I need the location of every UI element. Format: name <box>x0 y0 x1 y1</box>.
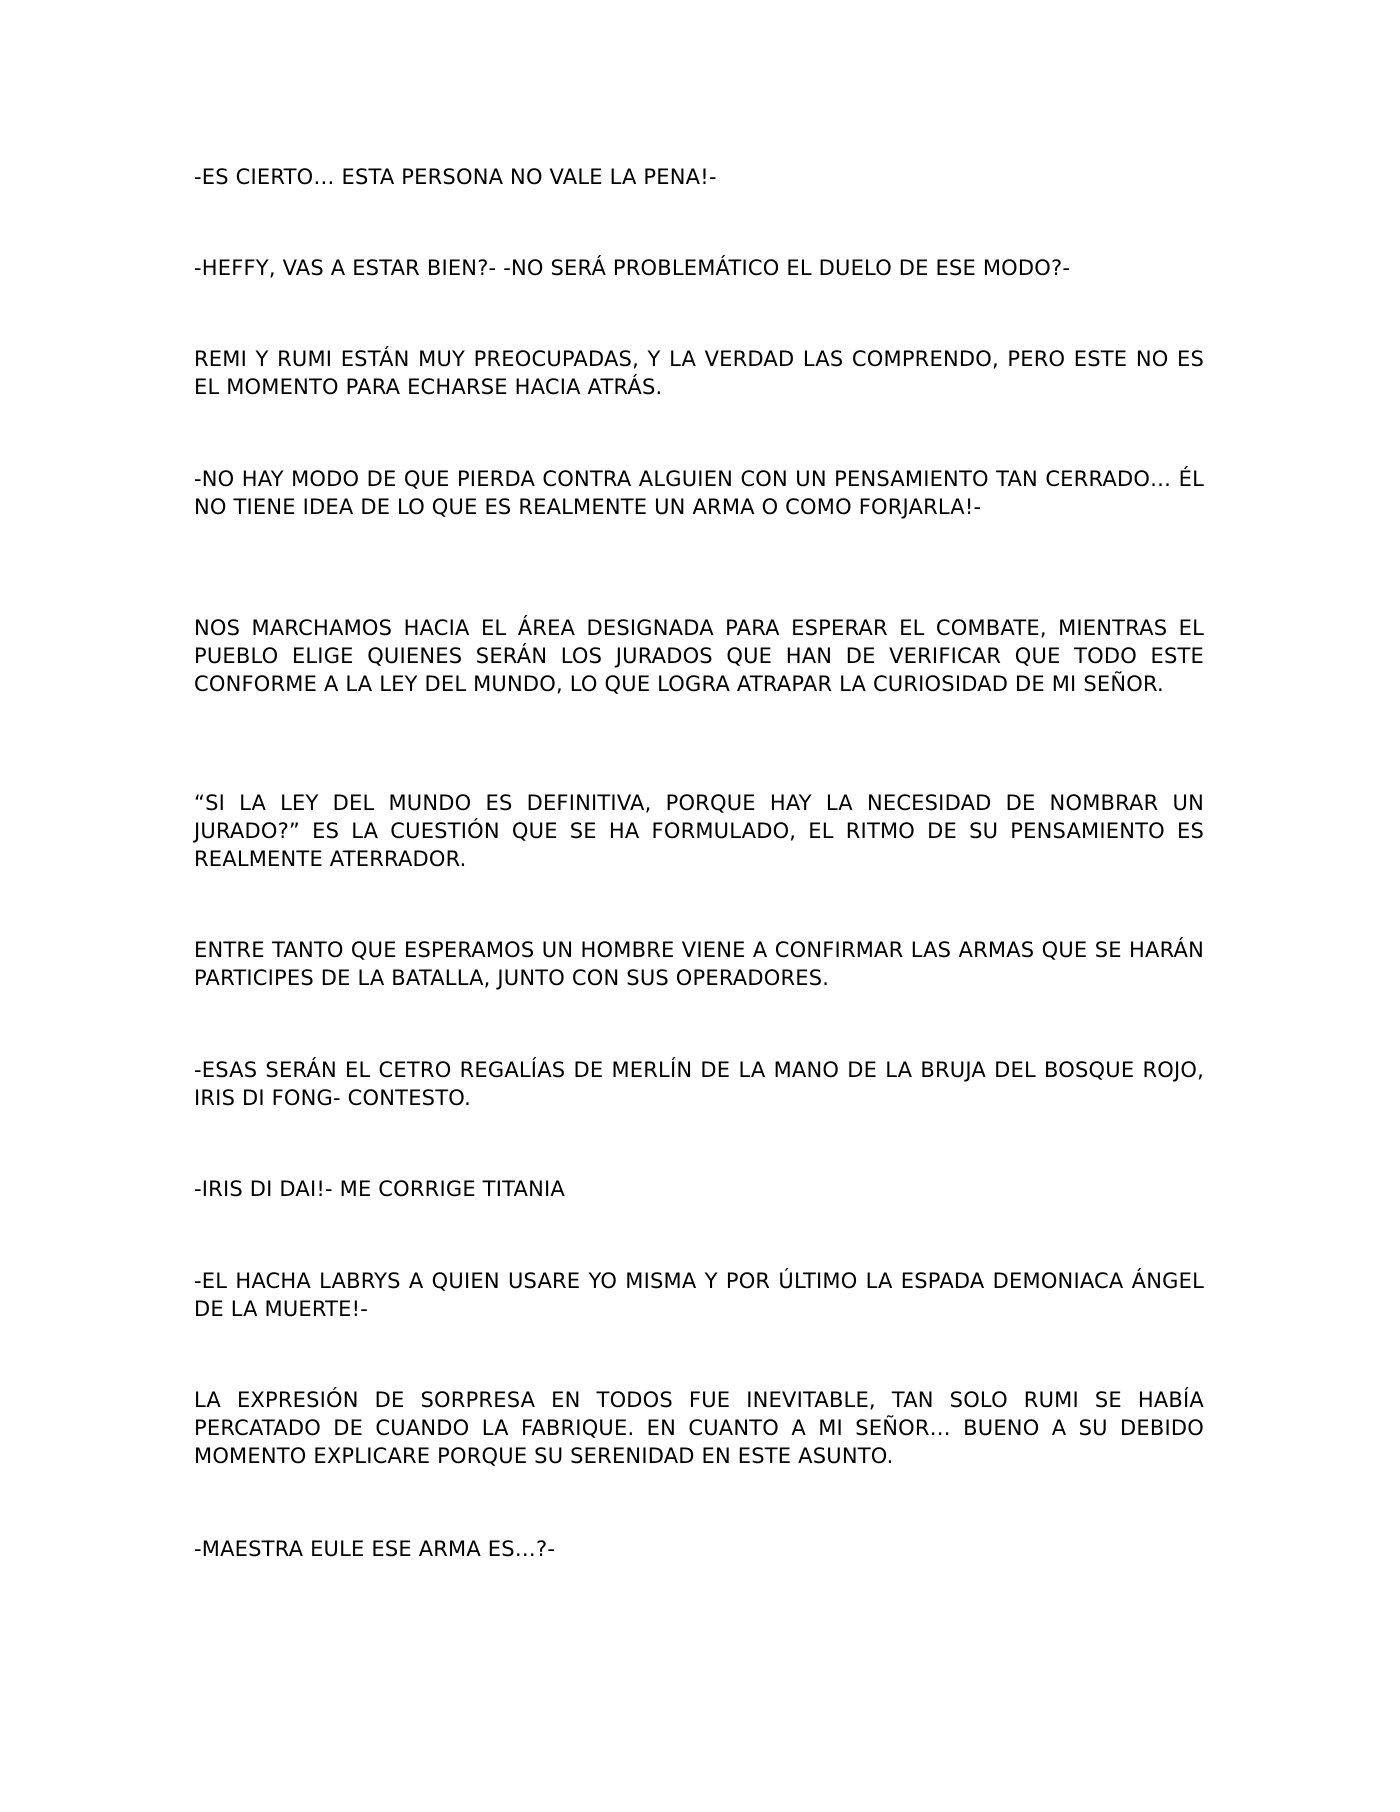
paragraph-5: NOS MARCHAMOS HACIA EL ÁREA DESIGNADA PARA ESPERAR EL COMBATE, MIENTRAS EL PUEBLO ELIGE QUIENES SERÁN LOS JURADOS QUE HAN DE VERIFICAR QUE TODO ESTE CONFORME A LA LEY DEL MUNDO, LO QUE LOGRA ATRAPAR LA CURIOSIDAD DE MI SEÑOR. <box>194 616 1204 696</box>
paragraph-11: LA EXPRESIÓN DE SORPRESA EN TODOS FUE INEVITABLE, TAN SOLO RUMI SE HABÍA PERCATADO DE CUANDO LA FABRIQUE. EN CUANTO A MI SEÑOR… BUENO A SU DEBIDO MOMENTO EXPLICARE PORQUE SU SERENIDAD EN ESTE ASUNTO. <box>194 1388 1204 1468</box>
paragraph-7: ENTRE TANTO QUE ESPERAMOS UN HOMBRE VIENE A CONFIRMAR LAS ARMAS QUE SE HARÁN PARTICIPES DE LA BATALLA, JUNTO CON SUS OPERADORES. <box>194 938 1204 990</box>
paragraph-4: -NO HAY MODO DE QUE PIERDA CONTRA ALGUIEN CON UN PENSAMIENTO TAN CERRADO… ÉL NO TIENE IDEA DE LO QUE ES REALMENTE UN ARMA O COMO FORJARLA!- <box>194 467 1204 519</box>
paragraph-2: -HEFFY, VAS A ESTAR BIEN?- -NO SERÁ PROBLEMÁTICO EL DUELO DE ESE MODO?- <box>194 256 1071 280</box>
paragraph-12: -MAESTRA EULE ESE ARMA ES…?- <box>194 1537 556 1561</box>
paragraph-9: -IRIS DI DAI!- ME CORRIGE TITANIA <box>194 1177 565 1201</box>
paragraph-1: -ES CIERTO… ESTA PERSONA NO VALE LA PENA!- <box>194 165 717 189</box>
paragraph-10: -EL HACHA LABRYS A QUIEN USARE YO MISMA Y POR ÚLTIMO LA ESPADA DEMONIACA ÁNGEL DE LA MUERTE!- <box>194 1269 1204 1321</box>
paragraph-8: -ESAS SERÁN EL CETRO REGALÍAS DE MERLÍN DE LA MANO DE LA BRUJA DEL BOSQUE ROJO, IRIS DI FONG- CONTESTO. <box>194 1058 1204 1110</box>
paragraph-6: “SI LA LEY DEL MUNDO ES DEFINITIVA, PORQUE HAY LA NECESIDAD DE NOMBRAR UN JURADO?” ES LA CUESTIÓN QUE SE HA FORMULADO, EL RITMO DE SU PENSAMIENTO ES REALMENTE ATERRADOR. <box>194 791 1204 871</box>
paragraph-3: REMI Y RUMI ESTÁN MUY PREOCUPADAS, Y LA VERDAD LAS COMPRENDO, PERO ESTE NO ES EL MOMENTO PARA ECHARSE HACIA ATRÁS. <box>194 347 1204 399</box>
